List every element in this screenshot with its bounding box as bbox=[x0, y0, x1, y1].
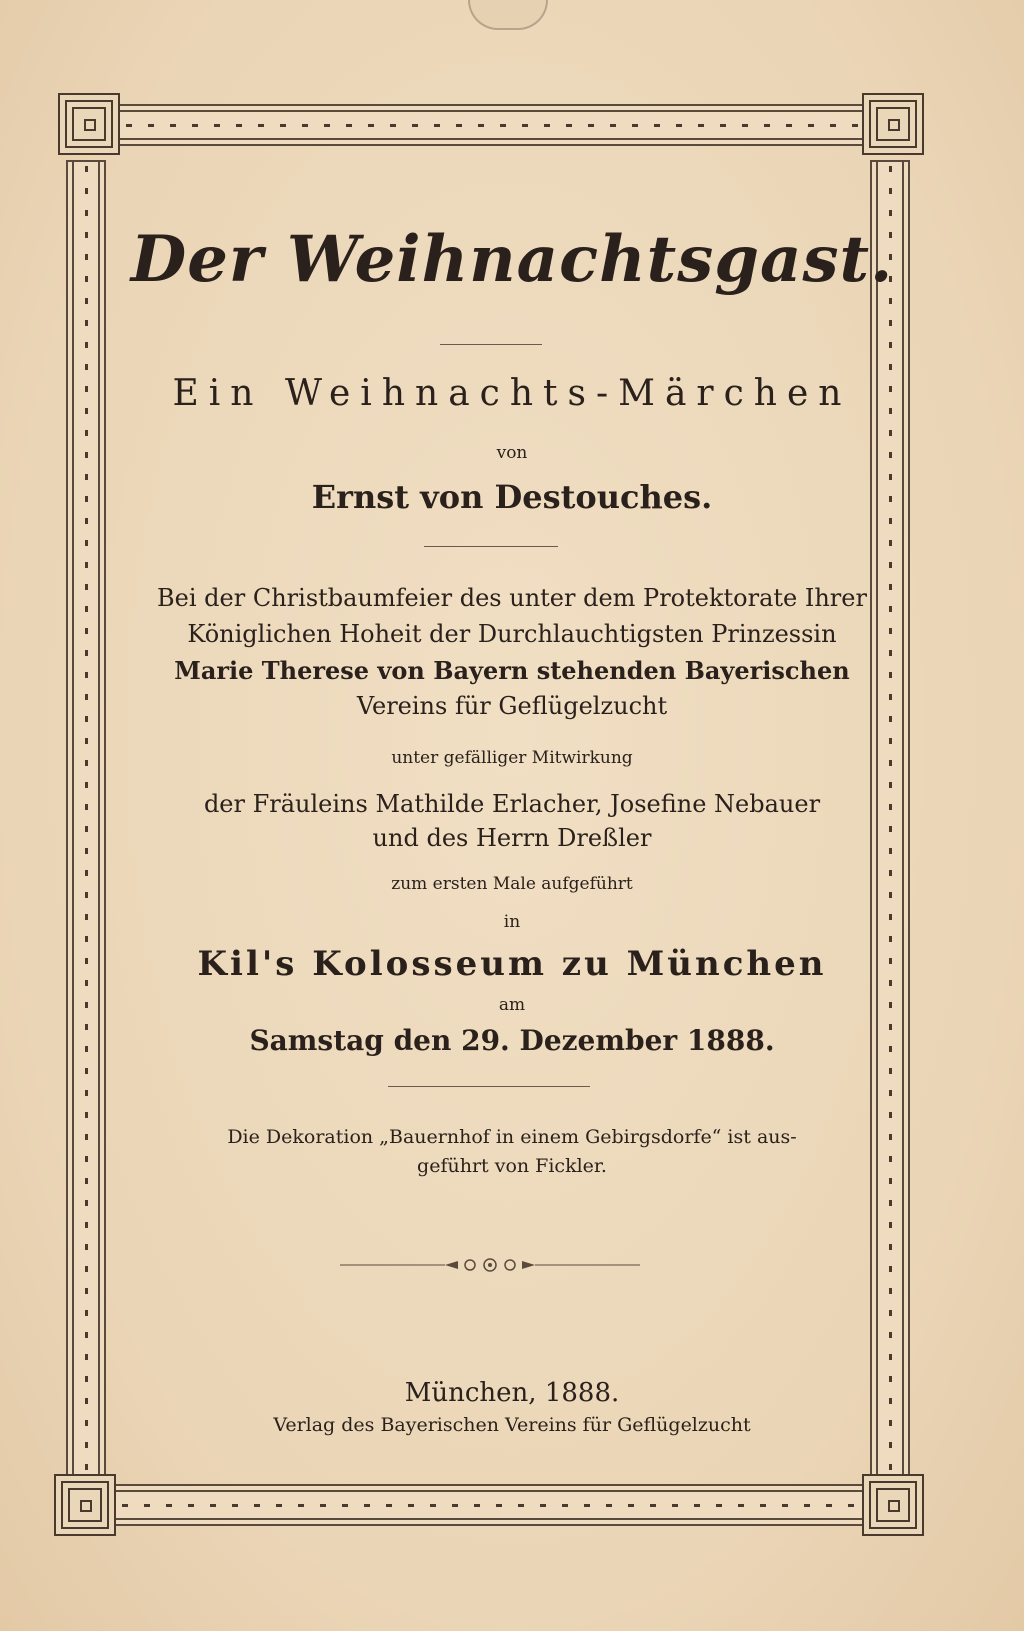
imprint-publisher: Verlag des Bayerischen Vereins für Geflügelzucht bbox=[273, 1414, 751, 1436]
page-title: Der Weihnachtsgast. bbox=[130, 222, 894, 297]
assistance-intro: unter gefälliger Mitwirkung bbox=[391, 748, 633, 768]
frame-right bbox=[870, 160, 910, 1480]
divider-2 bbox=[424, 546, 558, 547]
occasion-line-1: Bei der Christbaumfeier des unter dem Protektorate Ihrer bbox=[157, 584, 867, 612]
venue: Kil's Kolosseum zu München bbox=[197, 944, 827, 984]
decoration-line-1: Die Dekoration „Bauernhof in einem Gebirgsdorfe“ ist aus- bbox=[227, 1126, 797, 1148]
ornament-divider bbox=[340, 1255, 640, 1275]
subtitle: Ein Weihnachts-Märchen bbox=[172, 373, 852, 414]
performance-date: Samstag den 29. Dezember 1888. bbox=[249, 1024, 775, 1057]
occasion-line-2: Königlichen Hoheit der Durchlauchtigsten Prinzessin bbox=[187, 620, 837, 648]
divider-3 bbox=[388, 1086, 590, 1087]
decoration-line-2: geführt von Fickler. bbox=[417, 1155, 607, 1177]
in-label: in bbox=[503, 912, 521, 932]
paper-tab bbox=[468, 0, 548, 30]
author-name: Ernst von Destouches. bbox=[311, 478, 713, 516]
frame-corner-top-right bbox=[862, 93, 924, 155]
frame-bottom bbox=[112, 1484, 864, 1526]
occasion-line-3: Marie Therese von Bayern stehenden Bayerischen bbox=[174, 656, 850, 685]
performers-line-1: der Fräuleins Mathilde Erlacher, Josefine Nebauer bbox=[203, 790, 821, 818]
frame-corner-bottom-right bbox=[862, 1474, 924, 1536]
frame-top bbox=[116, 104, 864, 146]
imprint-city: München, 1888. bbox=[404, 1378, 620, 1408]
performers-line-2: und des Herrn Dreßler bbox=[372, 824, 652, 852]
by-line: von bbox=[496, 443, 528, 463]
am-label: am bbox=[498, 995, 526, 1015]
first-performed: zum ersten Male aufgeführt bbox=[391, 874, 633, 894]
frame-left bbox=[66, 160, 106, 1480]
occasion-line-4: Vereins für Geflügelzucht bbox=[356, 692, 668, 720]
divider-1 bbox=[440, 344, 542, 345]
frame-corner-top-left bbox=[58, 93, 120, 155]
frame-corner-bottom-left bbox=[54, 1474, 116, 1536]
